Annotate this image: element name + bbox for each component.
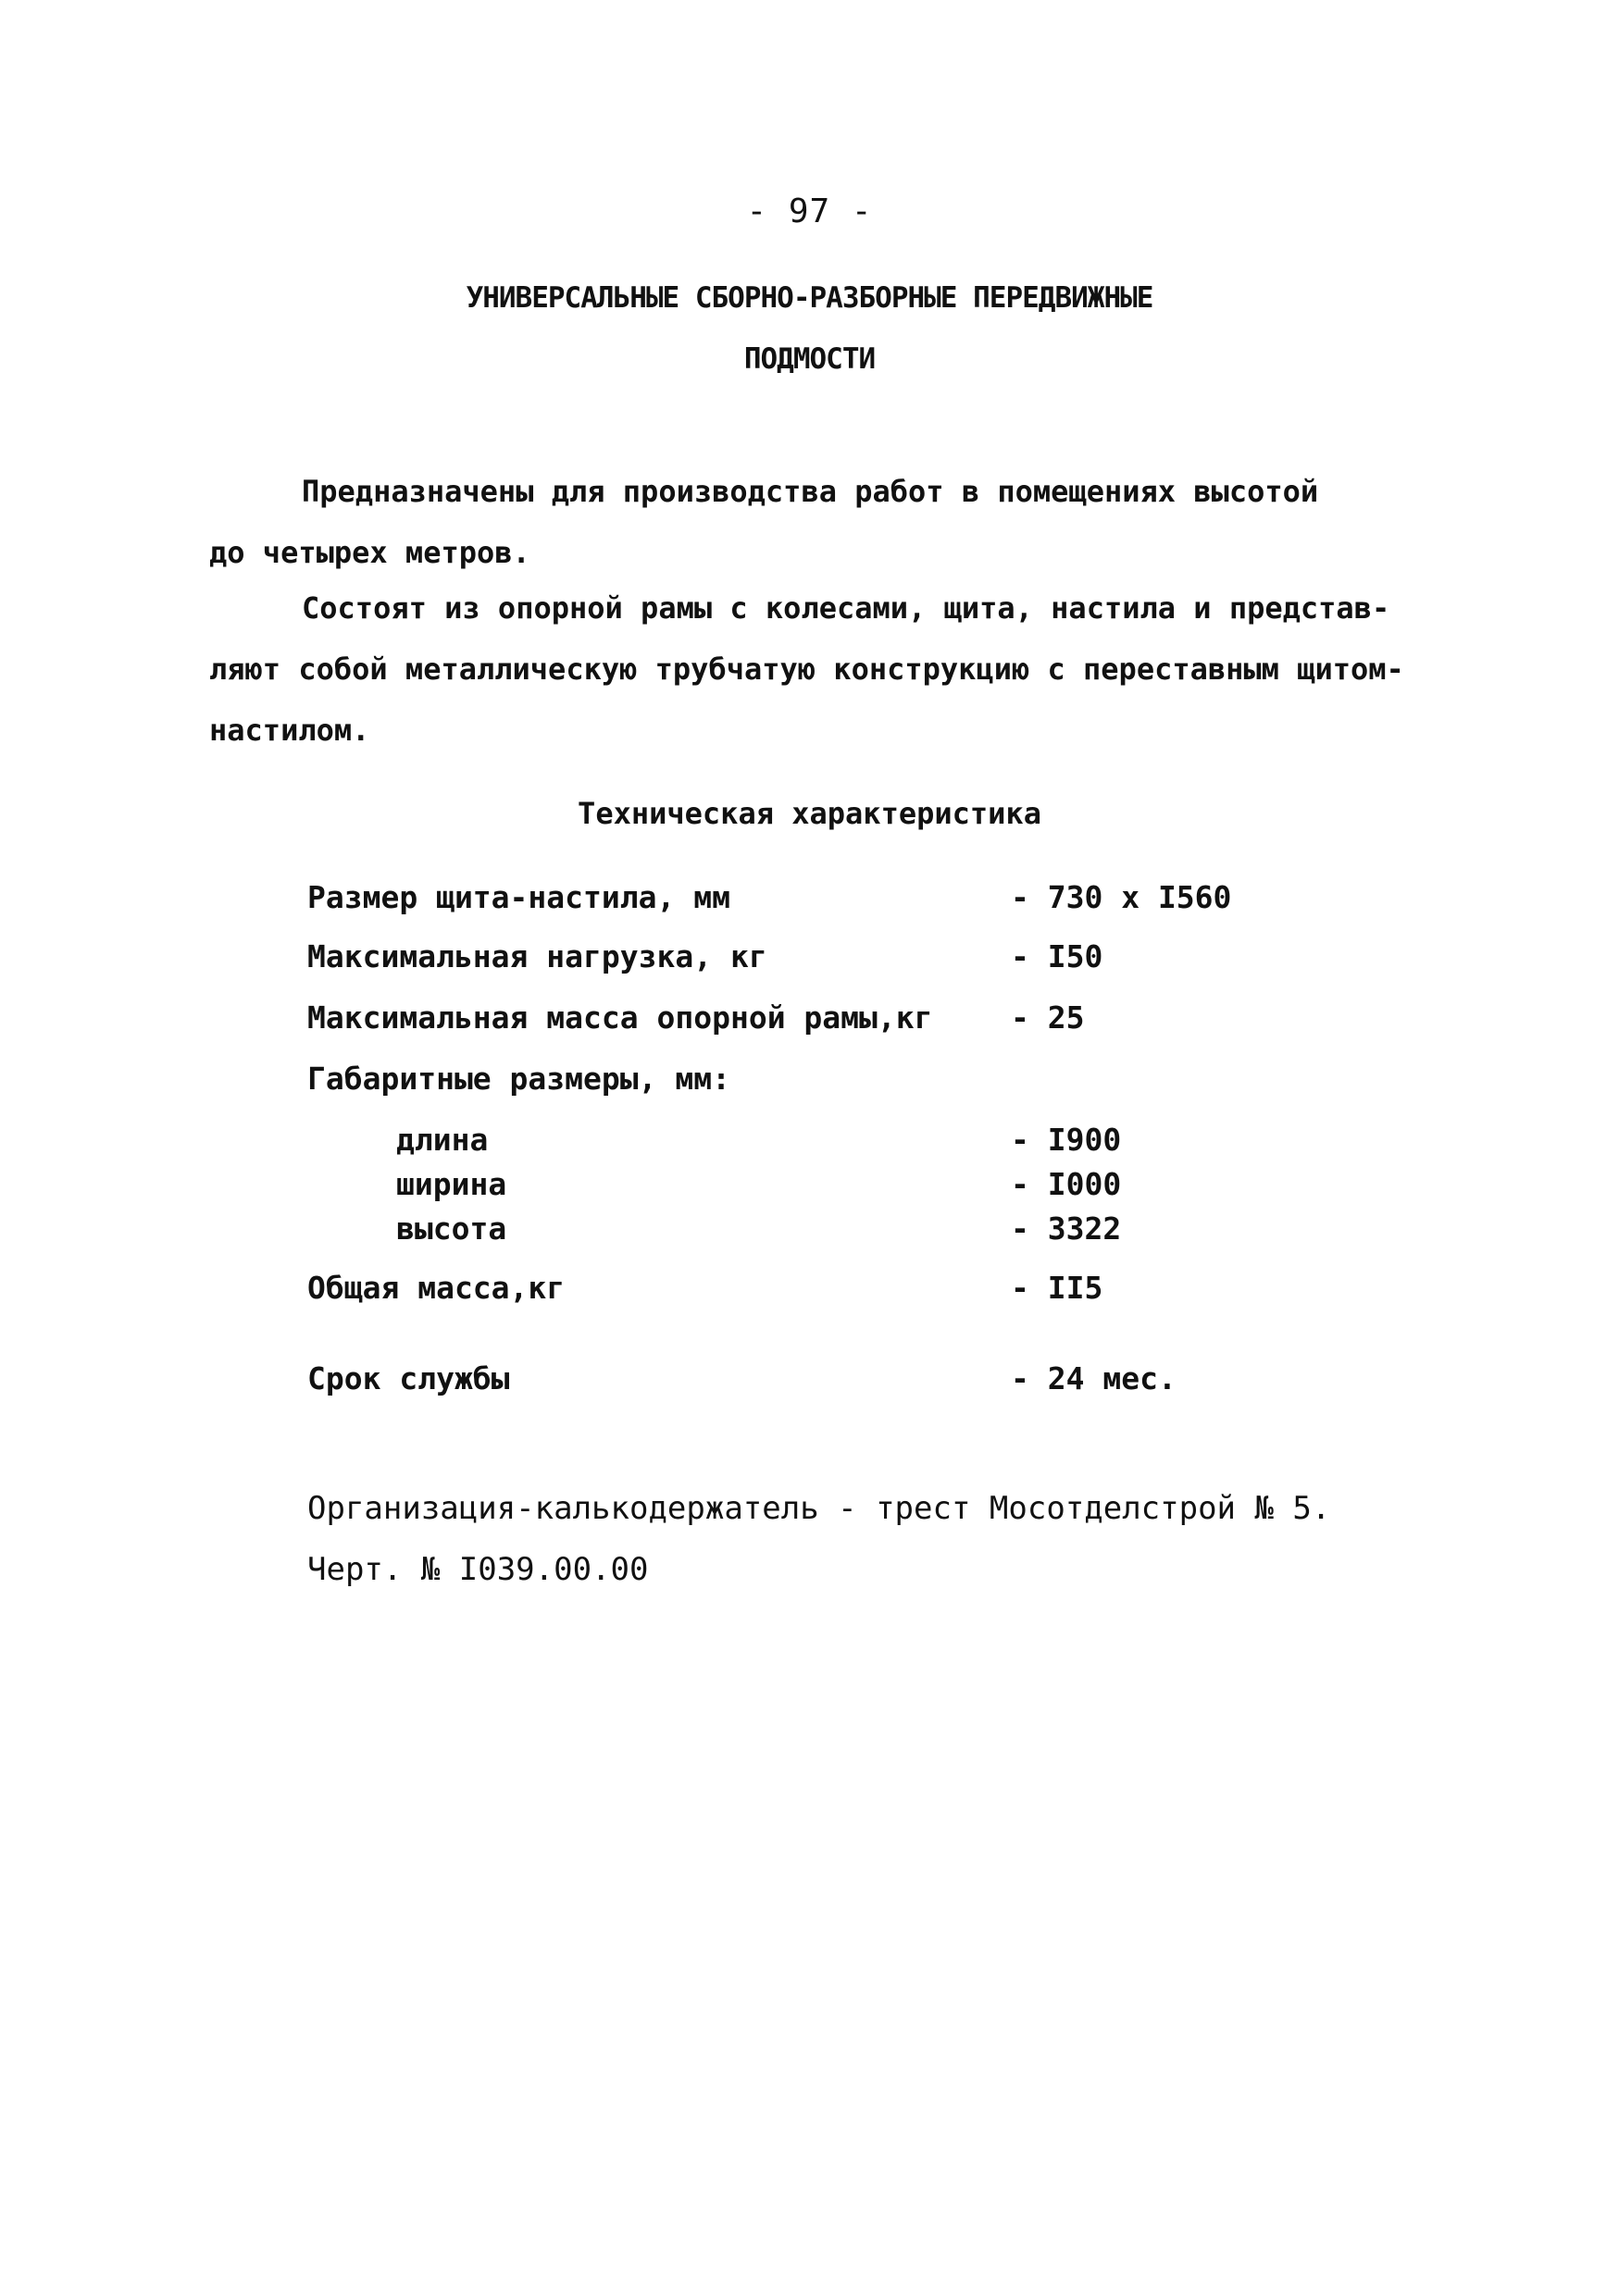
purpose-paragraph: [209, 461, 1468, 583]
document-title-line-2: ПОДМОСТИ: [743, 342, 876, 376]
spec-value: - I50: [1011, 938, 1103, 974]
spec-value: - I000: [1011, 1166, 1122, 1202]
spec-value: - 25: [1011, 999, 1085, 1036]
spec-value: - 730 x I560: [1011, 879, 1232, 915]
spec-label: Максимальная масса опорной рамы,кг: [307, 999, 933, 1036]
spec-label: высота: [396, 1210, 507, 1247]
composition-paragraph: [209, 577, 1468, 761]
spec-value: - II5: [1011, 1270, 1103, 1306]
document-title-line-1: УНИВЕРСАЛЬНЫЕ СБОРНО-РАЗБОРНЫЕ ПЕРЕДВИЖНЫЕ: [466, 281, 1153, 315]
spec-label: Размер щита-настила, мм: [307, 879, 730, 915]
spec-label: ширина: [396, 1166, 507, 1202]
spec-label: Максимальная нагрузка, кг: [307, 938, 767, 974]
spec-label: Габаритные размеры, мм:: [307, 1061, 730, 1097]
drawing-number: Черт. № I039.00.00: [307, 1551, 649, 1588]
paragraph-first-line: Состоят из опорной рамы с колесами, щита, настила и представ-: [302, 590, 1390, 626]
spec-value: - 24 мес.: [1011, 1360, 1177, 1396]
paragraph-first-line: Предназначены для производства работ в помещениях высотой: [302, 474, 1319, 509]
page-number: - 97 -: [746, 192, 873, 230]
paragraph-continuation: ляют собой металлическую трубчатую конструкцию с переставным щитом-настилом.: [209, 652, 1404, 748]
paragraph-continuation: до четырех метров.: [209, 535, 530, 570]
spec-label: Общая масса,кг: [307, 1270, 566, 1306]
spec-heading: Техническая характеристика: [578, 796, 1041, 831]
spec-label: Срок службы: [307, 1360, 510, 1396]
spec-value: - I900: [1011, 1122, 1122, 1158]
spec-label: длина: [396, 1122, 489, 1158]
spec-value: - 3322: [1011, 1210, 1122, 1247]
holder-organization: Организация-калькодержатель - трест Мосотделстрой № 5.: [307, 1490, 1331, 1527]
